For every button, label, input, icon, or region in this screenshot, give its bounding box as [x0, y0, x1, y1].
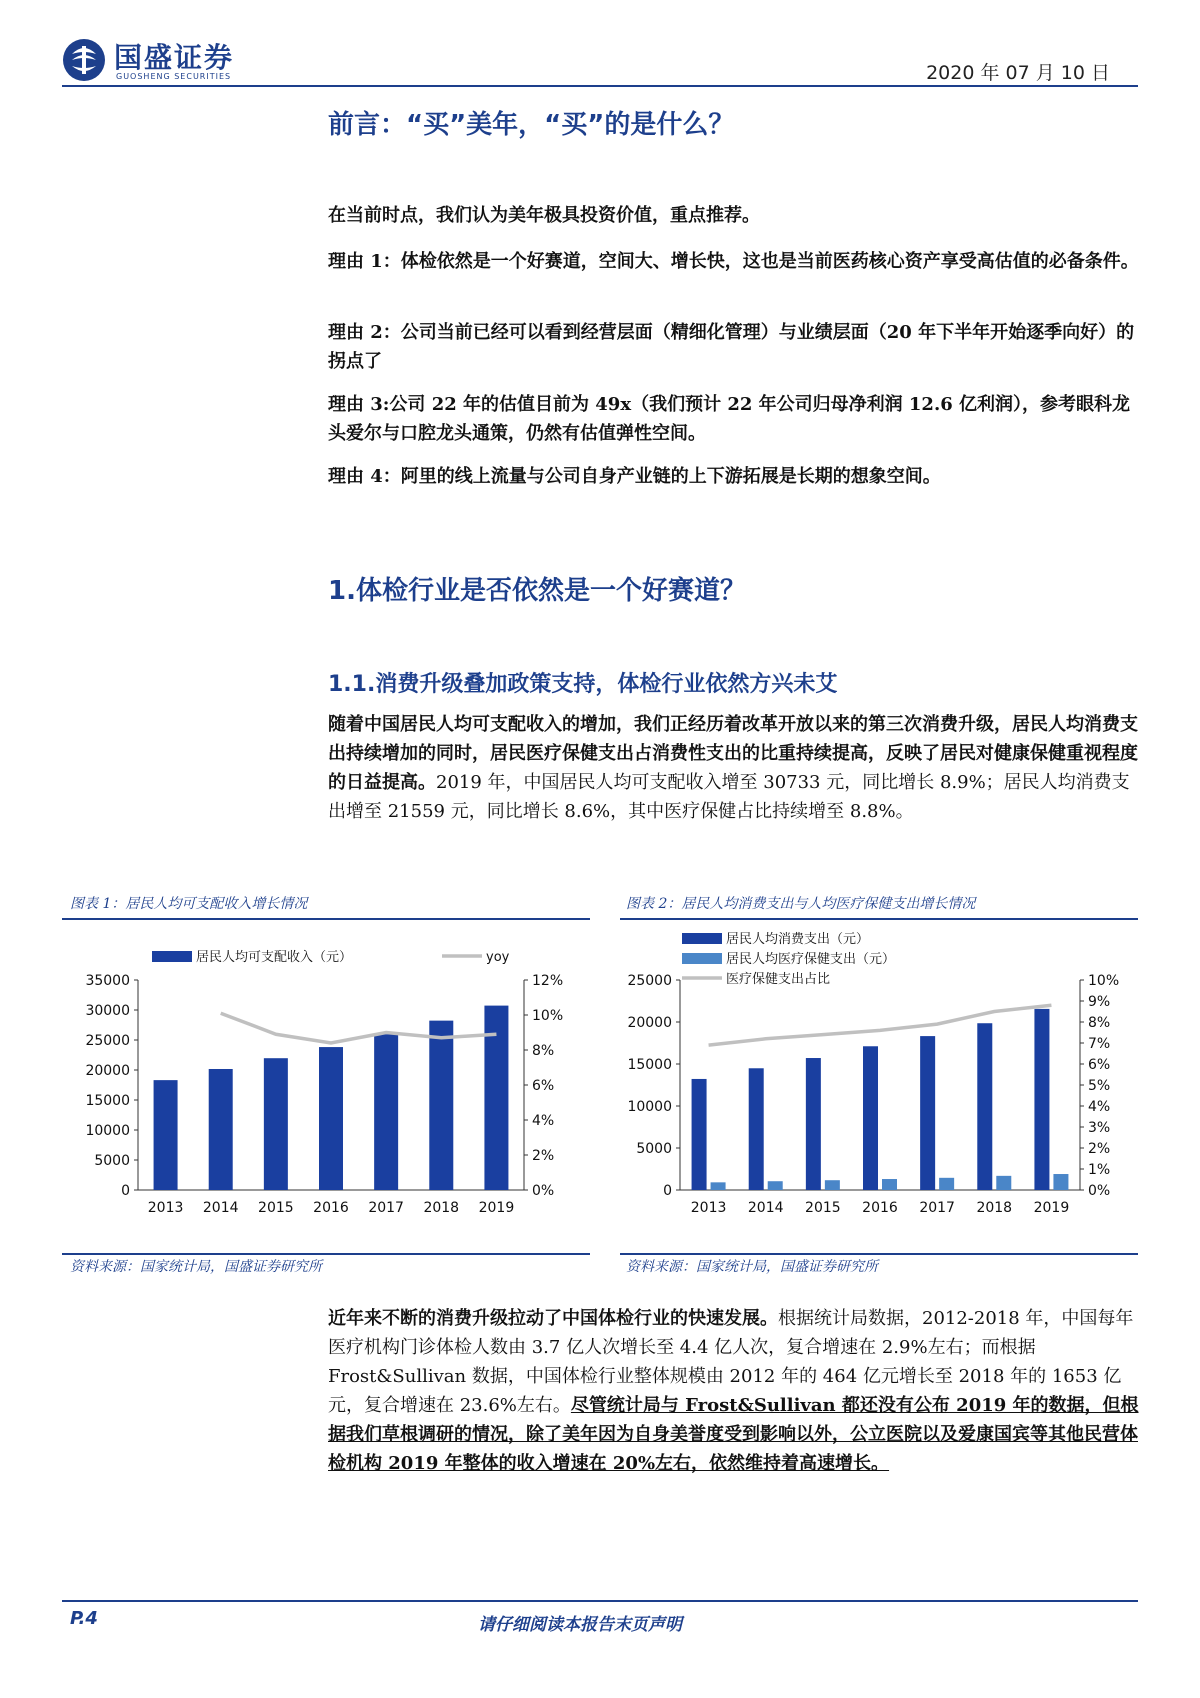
- left-tick-label: 30000: [85, 1003, 130, 1019]
- bar-series-1: [429, 1021, 453, 1190]
- right-tick-label: 12%: [532, 973, 564, 989]
- right-tick-label: 2%: [532, 1148, 555, 1164]
- bar-series-1: [920, 1036, 935, 1190]
- right-tick-label: 3%: [1088, 1120, 1111, 1136]
- bar-series-1: [977, 1023, 992, 1190]
- left-tick-label: 10000: [627, 1099, 672, 1115]
- left-tick-label: 0: [121, 1183, 130, 1199]
- right-tick-label: 10%: [1088, 973, 1120, 989]
- bar-series-2: [768, 1181, 783, 1190]
- right-tick-label: 8%: [532, 1043, 555, 1059]
- x-tick-label: 2018: [423, 1200, 460, 1216]
- page-number: P.4: [70, 1608, 98, 1629]
- right-tick-label: 8%: [1088, 1015, 1111, 1031]
- x-tick-label: 2016: [313, 1200, 349, 1216]
- right-tick-label: 4%: [532, 1113, 555, 1129]
- bar-series-2: [996, 1176, 1011, 1190]
- bar-series-2: [1053, 1174, 1068, 1190]
- legend-label: 居民人均可支配收入（元）: [196, 950, 353, 965]
- x-tick-label: 2014: [747, 1200, 784, 1216]
- series-line: [709, 1005, 1052, 1045]
- chart-2-consumption: [620, 930, 1138, 1230]
- figure-1-source: 资料来源：国家统计局，国盛证券研究所: [70, 1259, 322, 1275]
- legend-swatch-bar: [152, 951, 192, 962]
- logo-emblem-icon: [62, 38, 106, 82]
- preface-title: 前言：“买”美年，“买”的是什么？: [328, 110, 735, 140]
- right-tick-label: 6%: [532, 1078, 555, 1094]
- bar-series-2: [825, 1180, 840, 1190]
- right-tick-label: 5%: [1088, 1078, 1111, 1094]
- left-tick-label: 25000: [627, 973, 672, 989]
- section-1-title: 1.体检行业是否依然是一个好赛道？: [328, 576, 746, 606]
- bar-series-1: [209, 1069, 233, 1190]
- x-tick-label: 2018: [976, 1200, 1013, 1216]
- paragraph-2: [328, 1304, 1140, 1478]
- x-tick-label: 2019: [478, 1200, 515, 1216]
- right-tick-label: 10%: [532, 1008, 564, 1024]
- preface-reason-1: 理由 1：体检依然是一个好赛道，空间大、增长快，这也是当前医药核心资产享受高估值的必备条件。: [328, 251, 1139, 272]
- x-tick-label: 2013: [147, 1200, 184, 1216]
- section-1-1-paragraph: [328, 710, 1140, 826]
- legend-label: yoy: [486, 950, 510, 965]
- left-tick-label: 5000: [636, 1141, 672, 1157]
- x-tick-label: 2016: [862, 1200, 898, 1216]
- figure-1-caption: 图表 1：居民人均可支配收入增长情况: [70, 896, 308, 912]
- left-tick-label: 35000: [85, 973, 130, 989]
- bar-series-1: [806, 1058, 821, 1190]
- right-tick-label: 9%: [1088, 994, 1111, 1010]
- bar-series-1: [749, 1068, 764, 1190]
- left-tick-label: 10000: [85, 1123, 130, 1139]
- logo: [62, 36, 322, 84]
- footer-rule: [62, 1600, 1138, 1602]
- bar-series-2: [882, 1179, 897, 1190]
- preface-reason-4: 理由 4：阿里的线上流量与公司自身产业链的上下游拓展是长期的想象空间。: [328, 466, 941, 487]
- bar-series-1: [692, 1079, 707, 1190]
- section-1-1-title: 1.1.消费升级叠加政策支持，体检行业依然方兴未艾: [328, 672, 838, 697]
- figure-2-bottom-rule: [620, 1253, 1138, 1255]
- bar-series-2: [711, 1182, 726, 1190]
- section-1-1-normal-text: 2019 年，中国居民人均可支配收入增至 30733 元，同比增长 8.9%；居民人均消费支出增至 21559 元，同比增长 8.6%，其中医疗保健占比持续增至 8.8%。: [328, 772, 1130, 822]
- left-tick-label: 20000: [627, 1015, 672, 1031]
- preface-intro: 在当前时点，我们认为美年极具投资价值，重点推荐。: [328, 205, 760, 226]
- x-tick-label: 2017: [368, 1200, 404, 1216]
- figure-2-source: 资料来源：国家统计局，国盛证券研究所: [626, 1259, 878, 1275]
- left-tick-label: 25000: [85, 1033, 130, 1049]
- left-tick-label: 15000: [85, 1093, 130, 1109]
- right-tick-label: 2%: [1088, 1141, 1111, 1157]
- paragraph-2-normal: 根据统计局数据，2012-2018 年，中国每年医疗机构门诊体检人数由 3.7 亿人次增长至 4.4 亿人次，复合增速在 2.9%左右；而根据 Frost&Sullivan 数据，中国体检行业整体规模由 2012 年的 464 亿元增长至 2018 年的 1653 亿元，复合增速在 23.6%左右。: [328, 1308, 1134, 1416]
- preface-reason-3: 理由 3:公司 22 年的估值目前为 49x（我们预计 22 年公司归母净利润 12.6 亿利润），参考眼科龙头爱尔与口腔龙头通策，仍然有估值弹性空间。: [328, 394, 1131, 444]
- x-tick-label: 2013: [690, 1200, 727, 1216]
- bar-series-1: [863, 1046, 878, 1190]
- left-tick-label: 20000: [85, 1063, 130, 1079]
- company-name-en: GUOSHENG SECURITIES: [116, 72, 232, 81]
- left-tick-label: 15000: [627, 1057, 672, 1073]
- x-tick-label: 2015: [805, 1200, 841, 1216]
- figure-2-caption: 图表 2：居民人均消费支出与人均医疗保健支出增长情况: [626, 896, 976, 912]
- right-tick-label: 1%: [1088, 1162, 1111, 1178]
- x-tick-label: 2014: [202, 1200, 239, 1216]
- paragraph-2-bold: 近年来不断的消费升级拉动了中国体检行业的快速发展。: [328, 1308, 778, 1329]
- right-tick-label: 0%: [532, 1183, 555, 1199]
- left-tick-label: 0: [663, 1183, 672, 1199]
- bar-series-1: [319, 1047, 343, 1190]
- right-tick-label: 0%: [1088, 1183, 1111, 1199]
- section-1-1-bold-text: 随着中国居民人均可支配收入的增加，我们正经历着改革开放以来的第三次消费升级，居民人均消费支出持续增加的同时，居民医疗保健支出占消费性支出的比重持续提高，反映了居民对健康保健重视程度的日益提高。: [328, 714, 1138, 793]
- right-tick-label: 7%: [1088, 1036, 1111, 1052]
- right-tick-label: 6%: [1088, 1057, 1111, 1073]
- bar-series-2: [939, 1178, 954, 1190]
- figure-2-top-rule: [620, 918, 1138, 920]
- figure-1-top-rule: [62, 918, 590, 920]
- legend-label: 居民人均医疗保健支出（元）: [726, 952, 896, 967]
- left-tick-label: 5000: [94, 1153, 130, 1169]
- series-line: [221, 1013, 497, 1043]
- chart-1-income: [62, 930, 590, 1230]
- bar-series-1: [154, 1080, 178, 1190]
- x-tick-label: 2019: [1033, 1200, 1070, 1216]
- preface-reason-2: 理由 2：公司当前已经可以看到经营层面（精细化管理）与业绩层面（20 年下半年开始逐季向好）的拐点了: [328, 322, 1135, 372]
- paragraph-2-underlined: 尽管统计局与 Frost&Sullivan 都还没有公布 2019 年的数据，但根据我们草根调研的情况，除了美年因为自身美誉度受到影响以外，公立医院以及爱康国宾等其他民营体检机构 2019 年整体的收入增速在 20%左右，依然维持着高速增长。: [328, 1395, 1139, 1474]
- company-name-cn: 国盛证券: [114, 41, 235, 74]
- legend-label: 医疗保健支出占比: [726, 972, 831, 987]
- x-tick-label: 2017: [919, 1200, 955, 1216]
- footer-notice: 请仔细阅读本报告末页声明: [478, 1615, 682, 1635]
- legend-label: 居民人均消费支出（元）: [726, 932, 870, 947]
- figure-1-bottom-rule: [62, 1253, 590, 1255]
- bar-series-1: [1034, 1009, 1049, 1190]
- legend-swatch-bar: [682, 933, 722, 944]
- legend-swatch-bar: [682, 953, 722, 964]
- report-date: 2020 年 07 月 10 日: [926, 62, 1110, 84]
- right-tick-label: 4%: [1088, 1099, 1111, 1115]
- x-tick-label: 2015: [258, 1200, 294, 1216]
- bar-series-1: [264, 1058, 288, 1190]
- header-rule: [62, 85, 1138, 87]
- bar-series-1: [374, 1034, 398, 1190]
